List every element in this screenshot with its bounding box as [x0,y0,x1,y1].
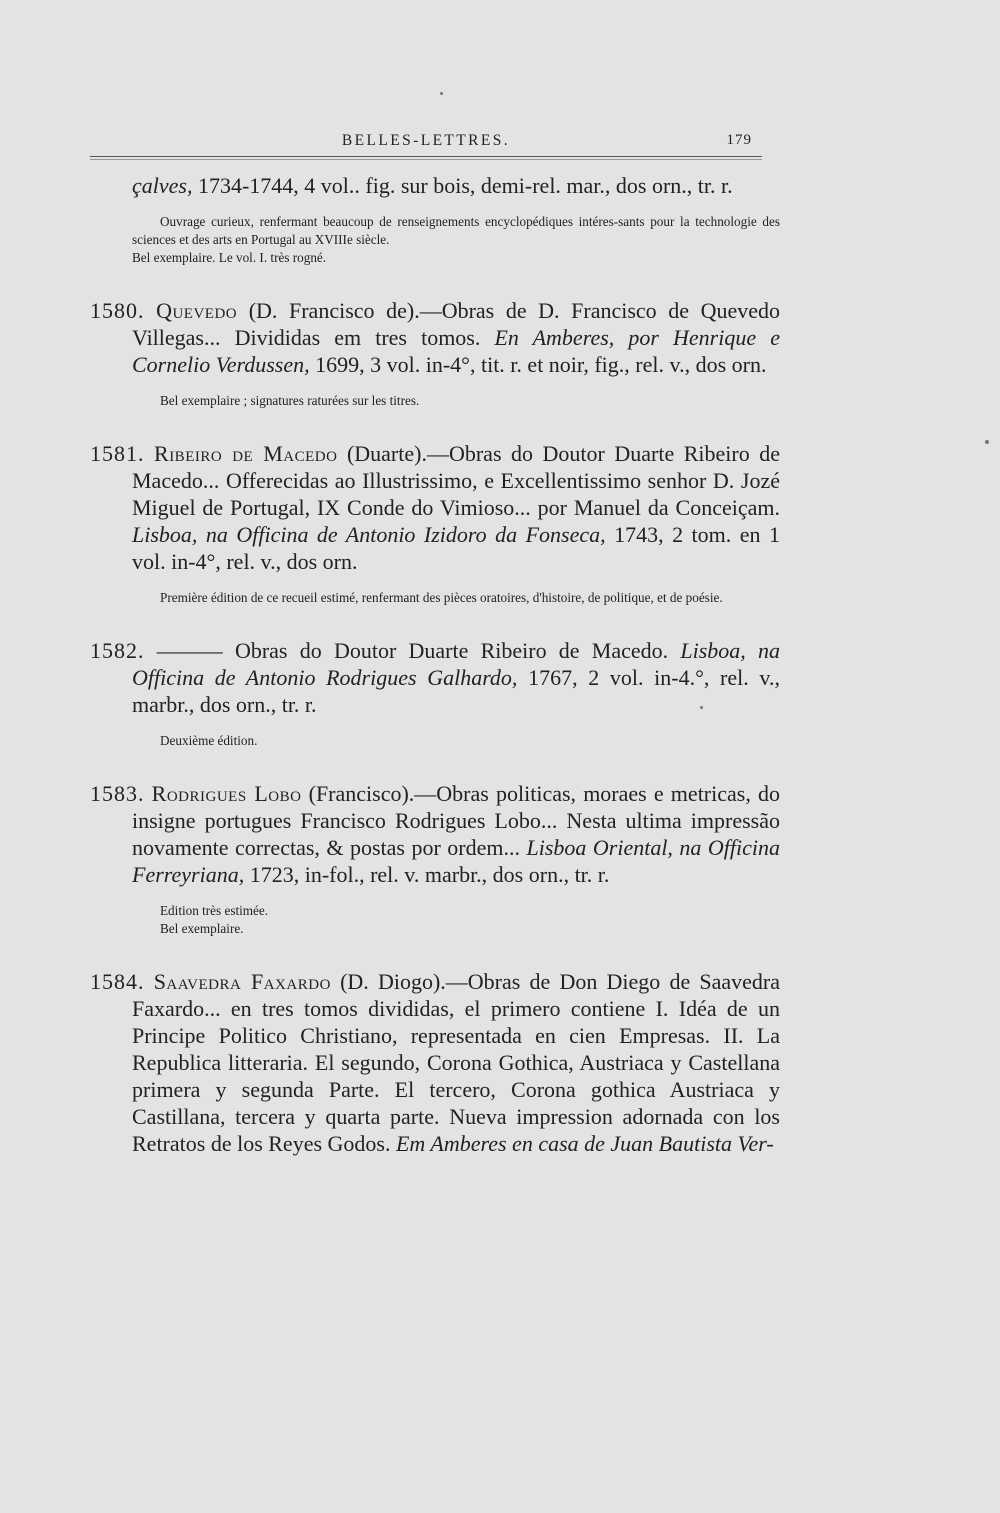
entry-author-rest: (D. Diogo). [330,969,446,994]
section-title: BELLES-LETTRES. [341,132,511,149]
entry-note: Première édition de ce recueil estimé, renfermant des pièces oratoires, d'histoire, de politique, et de poésie. [160,590,723,605]
entry-title: —Obras de Don Diego de Saavedra Faxardo... en tres tomos divididas, el primero contiene I. Idéa de un Principe Politico Christiano, representada en cien Empresas. II. La Republica litteraria. El segundo, Corona Gothica, Austriaca y Castellana primera y segunda Parte. El tercero, Corona gothica Austriaca y Castillana, tercera y quarta parte. Nueva impression adornada con los Retratos de los Reyes Godos. [132,969,781,1156]
entry-author: Quevedo [156,298,238,323]
page-number: 179 [726,132,752,148]
entry-details: 1699, 3 vol. in-4°, tit. r. et noir, fig., rel. v., dos orn. [309,352,767,377]
scan-speck [985,440,989,444]
entry-details: 1723, in-fol., rel. v. marbr., dos orn., tr. r. [244,862,610,887]
entry-note: Bel exemplaire ; signatures raturées sur les titres. [160,393,420,408]
catalogue-entry [90,637,780,750]
entry-imprint: Lisboa, na Officina de Antonio Rodrigues Galhardo, [132,638,780,690]
catalogue-entry [90,297,780,410]
continued-entry [90,172,780,199]
entry-author-rest: (D. Francisco de). [237,298,420,323]
entry-number: 1580. [90,298,145,323]
continued-italic: çalves, [132,173,193,198]
catalogue-entry [90,440,780,607]
entry-author-rest: (Francisco). [301,781,415,806]
entry-imprint: Lisboa Oriental, na Officina Ferreyriana, [132,835,781,887]
entry-author-rest: (Duarte). [337,441,427,466]
entry-title: —Obras de D. Francisco de Quevedo Villegas... Divididas em tres tomos. [132,298,780,350]
scan-speck [700,706,703,709]
entry-note: Deuxième édition. [160,733,258,748]
entry-title: —Obras politicas, moraes e metricas, do insigne portugues Francisco Rodrigues Lobo... Nesta ultima impressão novamente correctas, & postas por ordem... [132,781,780,860]
continued-note-line2: Bel exemplaire. Le vol. I. très rogné. [132,250,327,265]
scan-speck [440,92,443,95]
entry-author: Rodrigues Lobo [151,781,302,806]
entry-details: 1767, 2 vol. in-4.°, rel. v., marbr., dos orn., tr. r. [132,665,780,717]
entry-number: 1582. [90,638,145,663]
entry-details: 1743, 2 tom. en 1 vol. in-4°, rel. v., dos orn. [132,522,780,574]
catalogue-body [90,172,780,1157]
continued-note: Ouvrage curieux, renfermant beaucoup de renseignements encyclopédiques intéres-sants pour la technologie des sciences et des arts en Portugal au XVIIIe siècle. Bel exemplaire. Le vol. I. très rogné. [132,214,780,265]
header-rule [90,156,762,160]
entry-imprint: Em Amberes en casa de Juan Bautista Ver- [395,1131,774,1156]
entry-imprint: En Amberes, por Henrique e Cornelio Verdussen, [132,325,780,377]
catalogue-entry [90,968,780,1157]
continued-text: 1734-1744, 4 vol.. fig. sur bois, demi-rel. mar., dos orn., tr. r. [192,173,733,198]
entry-author: ——— [156,638,223,663]
running-header [90,132,762,154]
entry-number: 1584. [90,969,145,994]
entry-imprint: Lisboa, na Officina de Antonio Izidoro da Fonseca, [132,522,606,547]
entry-author: Ribeiro de Macedo [154,441,338,466]
entry-note: Edition très estimée. Bel exemplaire. [160,903,269,936]
entry-author: Saavedra Faxardo [153,969,331,994]
entry-title: Obras do Doutor Duarte Ribeiro de Macedo. [222,638,681,663]
entry-number: 1581. [90,441,145,466]
entry-title: —Obras do Doutor Duarte Ribeiro de Macedo... Offerecidas ao Illustrissimo, e Excellentissimo senhor D. Jozé Miguel de Portugal, IX Conde do Vimioso... por Manuel da Conceiçam. [132,441,781,520]
entry-number: 1583. [90,781,145,806]
catalogue-entry [90,780,780,938]
